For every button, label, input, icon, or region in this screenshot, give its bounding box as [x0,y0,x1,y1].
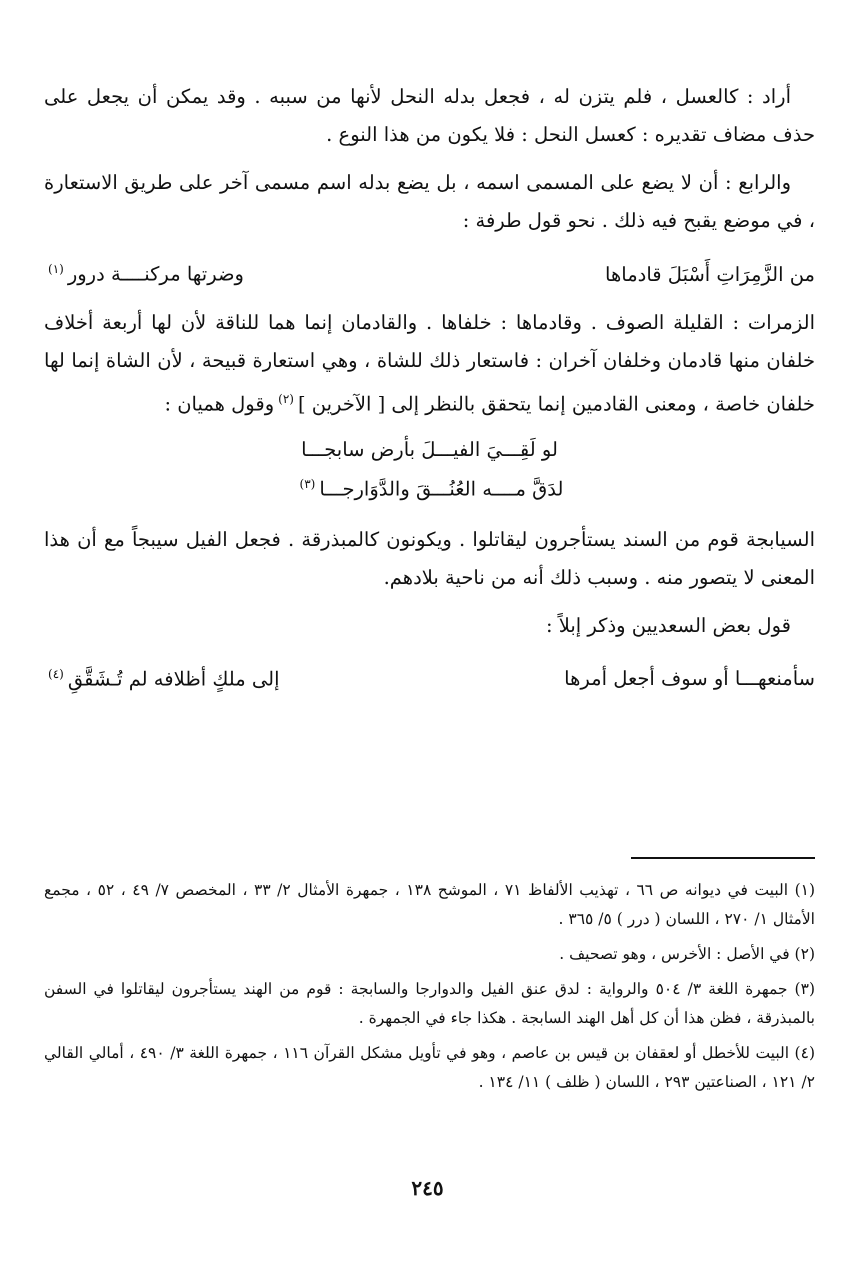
footnote: (١) البيت في ديوانه ص ٦٦ ، تهذيب الألفاظ ٧١ ، الموشح ١٣٨ ، جمهرة الأمثال ٢/ ٣٣ ، المخصص ٧/ ٤٩ ، ٥٢ ، مجمع الأمثال ١/ ٢٧٠ ، اللسان ( درر ) ٥/ ٣٦٥ . [44,881,816,928]
verse-second-hemistich: إلى ملكٍ أظلافه لم تُـشَقَّقِ [67,667,280,690]
verse-first-hemistich: سأمنعهـــا أو سوف أجعل أمرها [564,667,815,690]
paragraph: قول بعض السعديين وذكر إبلاً : [545,613,791,637]
verse-second-hemistich-wrap [44,655,280,699]
paragraph: والرابع : أن لا يضع على المسمى اسمه ، بل يضع بدله اسم مسمى آخر على طريق الاستعارة ، في موضع يقبح فيه ذلك . نحو قول طرفة : [44,171,815,232]
verse-line: لو لَقِـــيَ الفيـــلَ بأرض سابجـــا [301,438,558,461]
verse-line: لدَقَّ مــــه العُنُـــقَ والدَّوَارجـــا [319,477,564,501]
footnote-ref: (١) [48,262,64,276]
paragraph: السيابجة قوم من السند يستأجرون ليقاتلوا . ويكونون كالمبذرقة . فجعل الفيل سيبجاً مع أن هذا المعنى لا يتصور منه . وسبب ذلك أنه من ناحية بلادهم. [44,527,815,589]
poem-verse [44,655,815,699]
footnote: (٢) في الأصل : الأخرس ، وهو تصحيف . [559,945,815,963]
paragraph-text: وقول هميان : [164,392,275,415]
footnote: (٤) البيت للأخطل أو لعقفان بن قيس بن عاصم ، وهو في تأويل مشكل القرآن ١١٦ ، جمهرة اللغة ٣/ ٤٩٠ ، أمالي القالي ٢/ ١٢١ ، الصناعتين ٢٩٣ ، اللسان ( ظلف ) ١١/ ١٣٤ . [44,1044,815,1091]
paragraph-text: الزمرات : القليلة الصوف . وقادماها : خلفاها . والقادمان إنما هما للناقة لأن لها أربعة أخلاف خلفان منها قادمان وخلفان آخران : فاستعار ذلك للشاة ، وهي استعارة قبيحة ، لأن الشاة إنما لها خلفان خاصة ، ومعنى القادمين إنما يتحقق بالنظر إلى [ الآخرين ] [44,310,815,415]
footnote-ref: (٣) [299,477,316,491]
page-number: ٢٤٥ [411,1176,444,1200]
paragraph [44,304,815,424]
poem-couplet [44,433,815,507]
main-text [44,78,815,698]
footnote-ref: (٤) [48,666,64,681]
verse-first-hemistich: من الزَّمِرَاتِ أَسْبَلَ قادماها [605,262,815,286]
poem-verse [44,250,815,294]
footnotes [44,876,815,1103]
paragraph: أراد : كالعسل ، فلم يتزن له ، فجعل بدله النحل لأنها من سببه . وقد يمكن أن يجعل على حذف مضاف تقديره : كعسل النحل : فلا يكون من هذا النوع . [44,85,815,146]
footnote: (٣) جمهرة اللغة ٣/ ٥٠٤ والرواية : لدق عنق الفيل والدوارجا والسابجة : قوم من الهند يستأجرون ليقاتلوا في السفن بالمبذرقة ، فظن هذا أن كل أهل الهند السابجة . هكذا جاء في الجمهرة . [44,980,815,1027]
verse-line-wrap [296,467,564,507]
footnote-separator [631,857,815,859]
footnote-ref: (٢) [278,391,294,406]
verse-second-hemistich-wrap [44,250,244,294]
verse-second-hemistich: وضرتها مركنــــة درور [67,262,244,286]
